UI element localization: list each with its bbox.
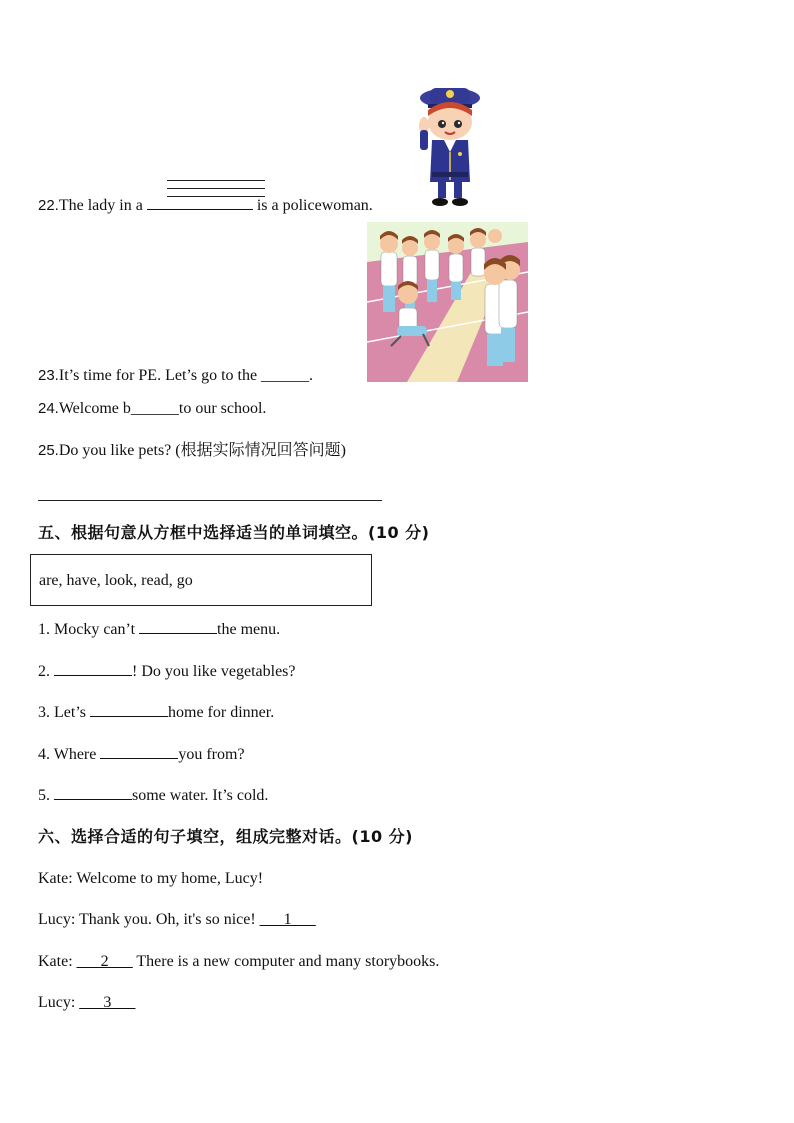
numbered-blank[interactable]: ___3___	[79, 994, 136, 1011]
dialogue-text: Lucy: Thank you. Oh, it's so nice!	[38, 911, 260, 928]
item-text-after: you from?	[178, 746, 245, 763]
dialogue-text-after: There is a new computer and many storybooks.	[132, 953, 440, 970]
question-number: 24.	[38, 400, 59, 417]
answer-blank[interactable]	[54, 661, 132, 676]
question-25	[38, 441, 346, 461]
question-number: 22.	[38, 197, 59, 214]
question-text-before: The lady in a	[58, 197, 147, 214]
item-text-after: ! Do you like vegetables?	[132, 663, 296, 680]
fill-item-2	[38, 661, 296, 682]
item-text-before: 2.	[38, 663, 54, 680]
policewoman-illustration	[414, 82, 486, 210]
answer-line[interactable]	[38, 500, 382, 501]
numbered-blank[interactable]: ___2___	[76, 953, 133, 970]
dialogue-line-1	[38, 869, 263, 889]
question-text: It’s time for PE. Let’s go to the ______.	[58, 367, 314, 384]
item-text-after: some water. It’s cold.	[132, 787, 269, 804]
question-text-after: is a policewoman.	[252, 197, 373, 214]
item-text-before: 4. Where	[38, 746, 101, 763]
dialogue-text: Kate: Welcome to my home, Lucy!	[38, 870, 264, 887]
dialogue-line-4	[38, 993, 135, 1013]
section-5-heading: 五、根据句意从方框中选择适当的单词填空。(10 分)	[38, 523, 430, 542]
answer-blank[interactable]	[90, 702, 168, 717]
question-number: 23.	[38, 367, 59, 384]
section-6-heading: 六、选择合适的句子填空，组成完整对话。(10 分)	[38, 827, 413, 846]
playground-illustration	[367, 222, 528, 382]
answer-blank[interactable]	[139, 619, 217, 634]
dialogue-line-2	[38, 910, 316, 930]
question-text: Do you like pets? (根据实际情况回答问题)	[58, 442, 346, 459]
word-bank-text: are, have, look, read, go	[39, 572, 193, 589]
question-23	[38, 366, 313, 386]
word-writing-lines	[167, 180, 265, 204]
numbered-blank[interactable]: ___1___	[259, 911, 316, 928]
item-text-after: home for dinner.	[168, 704, 275, 721]
item-text-before: 3. Let’s	[38, 704, 90, 721]
answer-blank[interactable]	[100, 744, 178, 759]
fill-item-3	[38, 702, 274, 723]
word-bank-box	[30, 554, 372, 606]
item-text-before: 5.	[38, 787, 54, 804]
question-number: 25.	[38, 442, 59, 459]
fill-item-5	[38, 785, 268, 806]
question-24	[38, 399, 266, 419]
fill-item-1	[38, 619, 280, 640]
item-text-after: the menu.	[217, 621, 281, 638]
answer-blank[interactable]	[54, 785, 132, 800]
item-text-before: 1. Mocky can’t	[38, 621, 140, 638]
question-text: Welcome b______to our school.	[58, 400, 267, 417]
dialogue-text: Lucy:	[38, 994, 80, 1011]
fill-item-4	[38, 744, 245, 765]
dialogue-line-3	[38, 952, 439, 972]
dialogue-text: Kate:	[38, 953, 77, 970]
